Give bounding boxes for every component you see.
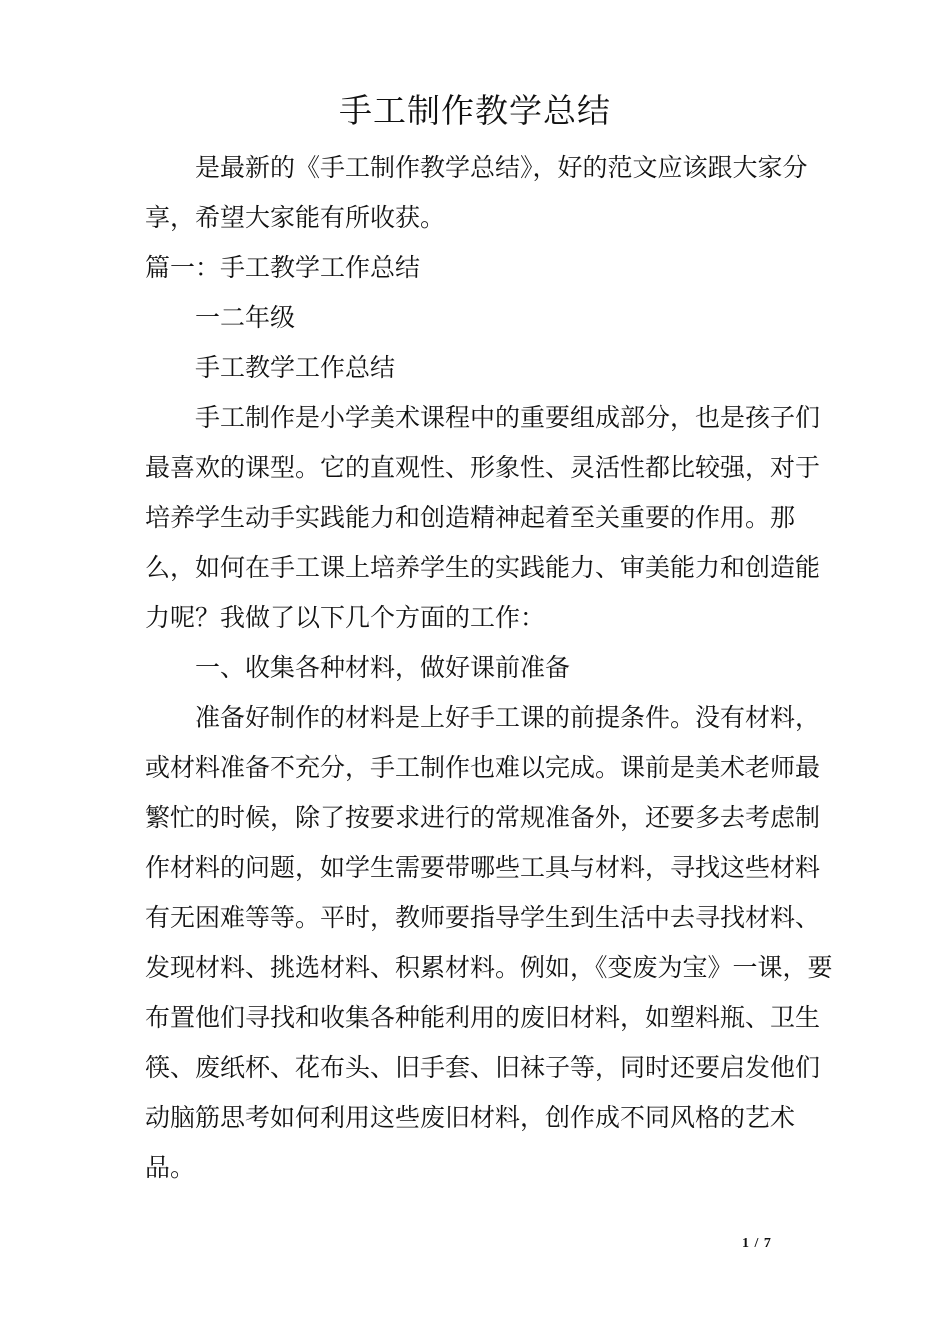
- paragraph-subtitle: 手工教学工作总结: [195, 353, 396, 382]
- paragraph-point-heading: 一、收集各种材料，做好课前准备: [195, 653, 571, 682]
- document-body: [145, 143, 835, 1193]
- page-number: 1 / 7: [742, 1236, 772, 1251]
- paragraph-grade: 一二年级: [195, 303, 296, 332]
- paragraph-materials: 准备好制作的材料是上好手工课的前提条件。没有材料，或材料准备不充分，手工制作也难以完成。课前是美术老师最繁忙的时候，除了按要求进行的常规准备外，还要多去考虑制作材料的问题，如学生需要带哪些工具与材料，寻找这些材料有无困难等等。平时，教师要指导学生到生活中去寻找材料、发现材料、挑选材料、积累材料。例如，《变废为宝》一课，要布置他们寻找和收集各种能利用的废旧材料，如塑料瓶、卫生筷、废纸杯、花布头、旧手套、旧袜子等，同时还要启发他们动脑筋思考如何利用这些废旧材料，创作成不同风格的艺术品。: [145, 703, 833, 1182]
- paragraph-overview: 手工制作是小学美术课程中的重要组成部分，也是孩子们最喜欢的课型。它的直观性、形象性、灵活性都比较强，对于培养学生动手实践能力和创造精神起着至关重要的作用。那么，如何在手工课上培养学生的实践能力、审美能力和创造能力呢？我做了以下几个方面的工作：: [145, 403, 821, 632]
- document-title: 手工制作教学总结: [339, 91, 611, 130]
- paragraph-section-heading: 篇一：手工教学工作总结: [145, 253, 421, 282]
- paragraph-intro: 是最新的《手工制作教学总结》，好的范文应该跟大家分享，希望大家能有所收获。: [145, 153, 808, 232]
